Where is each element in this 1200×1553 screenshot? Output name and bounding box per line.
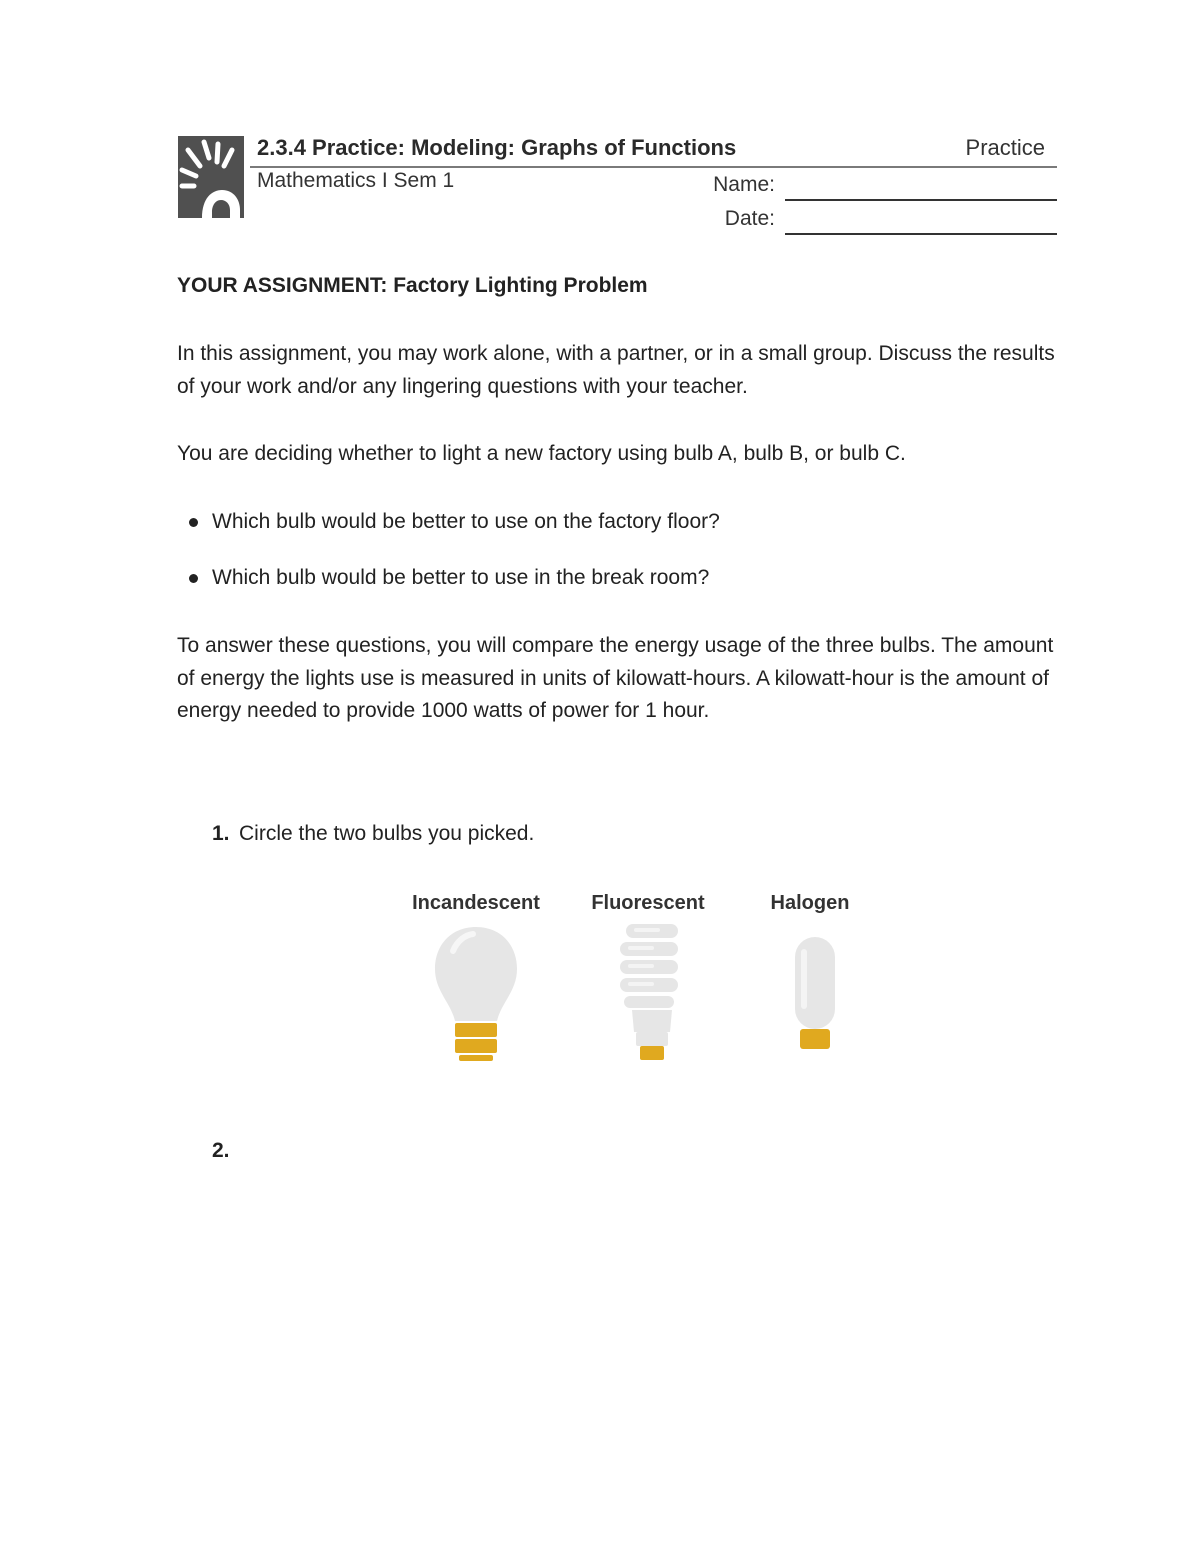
course-label: Mathematics I Sem 1 xyxy=(257,169,455,192)
bulb-label-fluorescent: Fluorescent xyxy=(591,892,705,914)
header-divider xyxy=(250,166,1057,168)
school-logo xyxy=(178,136,244,218)
date-field[interactable] xyxy=(785,233,1057,235)
fluorescent-bulb-icon[interactable] xyxy=(612,920,692,1062)
document-type-label: Practice xyxy=(965,135,1045,160)
bullet-item: Which bulb would be better to use on the factory floor? xyxy=(212,510,720,533)
question-number: 1. xyxy=(212,822,230,845)
scenario-paragraph: You are deciding whether to light a new factory using bulb A, bulb B, or bulb C. xyxy=(177,442,906,465)
bullet-dot xyxy=(189,574,198,583)
bulb-label-halogen: Halogen xyxy=(770,892,850,914)
bullet-item: Which bulb would be better to use in the break room? xyxy=(212,566,710,589)
bullet-dot xyxy=(189,518,198,527)
question-text: Circle the two bulbs you picked. xyxy=(239,822,535,845)
assignment-heading: YOUR ASSIGNMENT: Factory Lighting Problem xyxy=(177,274,648,297)
question-number: 2. xyxy=(212,1139,230,1162)
name-label: Name: xyxy=(713,173,775,196)
bulb-label-incandescent: Incandescent xyxy=(412,892,540,914)
page-title: 2.3.4 Practice: Modeling: Graphs of Functions xyxy=(257,135,737,160)
intro-paragraph: In this assignment, you may work alone, with a partner, or in a small group. Discuss the results of your work and/or any lingering questions with your teacher. xyxy=(177,342,1055,398)
name-field[interactable] xyxy=(785,199,1057,201)
date-label: Date: xyxy=(724,207,775,230)
halogen-bulb-icon[interactable] xyxy=(792,935,838,1053)
incandescent-bulb-icon[interactable] xyxy=(431,925,521,1063)
explanation-paragraph: To answer these questions, you will compare the energy usage of the three bulbs. The amount of energy the lights use is measured in units of kilowatt-hours. A kilowatt-hour is the amount of energy needed to provide 1000 watts of power for 1 hour. xyxy=(177,634,1054,722)
